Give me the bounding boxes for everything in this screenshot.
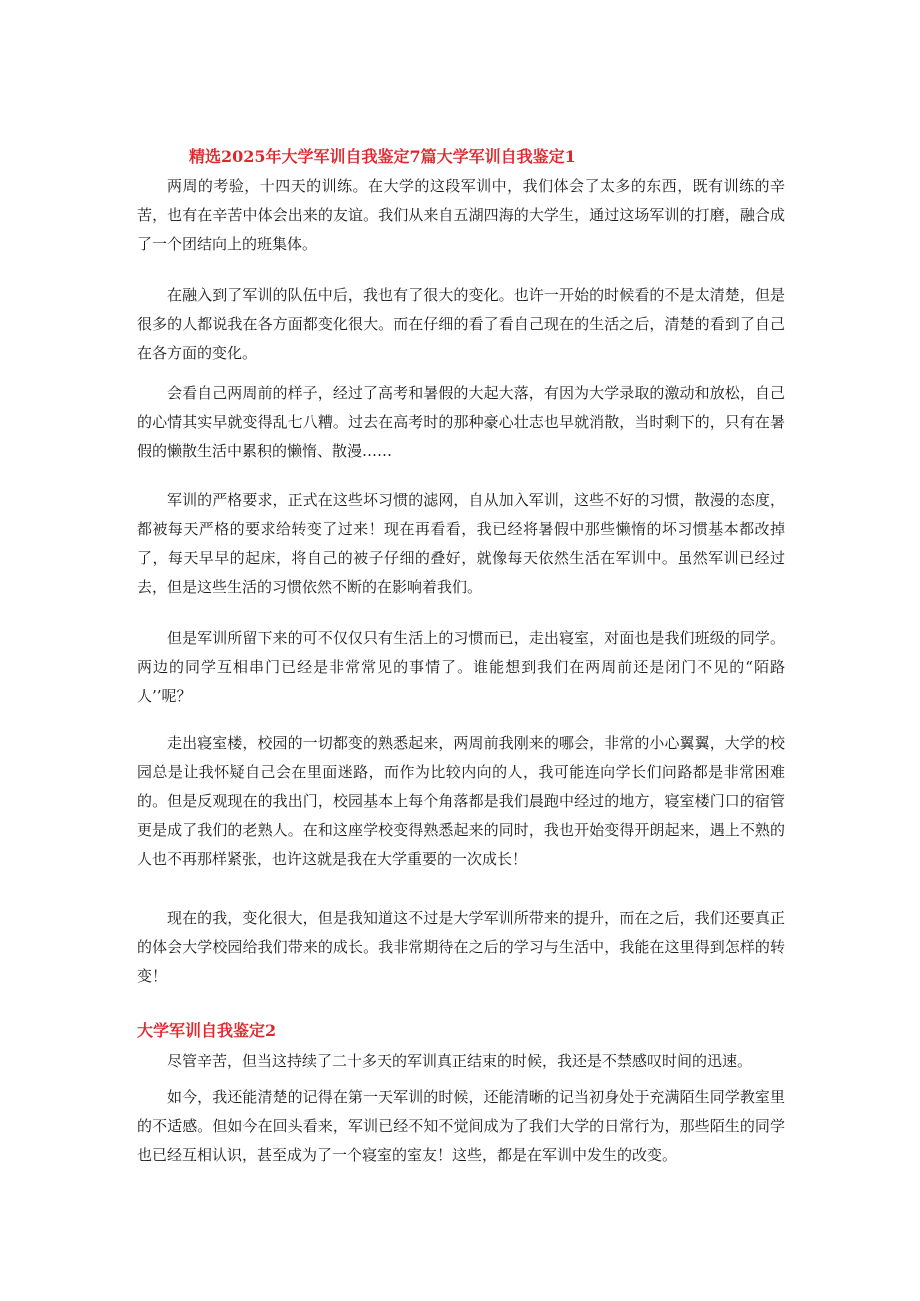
paragraph: 现在的我，变化很大，但是我知道这不过是大学军训所带来的提升，而在之后，我们还要真正的体会大学校园给我们带来的成长。我非常期待在之后的学习与生活中，我能在这里得到怎样的转变！ [137,909,785,985]
paragraph: 在融入到了军训的队伍中后，我也有了很大的变化。也许一开始的时候看的不是太清楚，但是很多的人都说我在各方面都变化很大。而在仔细的看了看自己现在的生活之后，清楚的看到了自己在各方面的变化。 [137,286,785,362]
paragraph: 军训的严格要求，正式在这些坏习惯的滤网，自从加入军训，这些不好的习惯，散漫的态度，都被每天严格的要求给转变了过来！现在再看看，我已经将暑假中那些懒惰的坏习惯基本都改掉了，每天早早的起床，将自己的被子仔细的叠好，就像每天依然生活在军训中。虽然军训已经过去，但是这些生活的习惯依然不断的在影响着我们。 [137,491,785,596]
paragraph: 尽管辛苦，但当这持续了二十多天的军训真正结束的时候，我还是不禁感叹时间的迅速。 [167,1052,753,1070]
paragraph: 两周的考验，十四天的训练。在大学的这段军训中，我们体会了太多的东西，既有训练的辛苦，也有在辛苦中体会出来的友谊。我们从来自五湖四海的大学生，通过这场军训的打磨，融合成了一个团结向上的班集体。 [137,177,785,253]
paragraph: 如今，我还能清楚的记得在第一天军训的时候，还能清晰的记当初身处于充满陌生同学教室里的不适感。但如今在回头看来，军训已经不知不觉间成为了我们大学的日常行为，那些陌生的同学也已经互相认识，甚至成为了一个寝室的室友！这些，都是在军训中发生的改变。 [137,1088,785,1164]
paragraph: 走出寝室楼，校园的一切都变的熟悉起来，两周前我刚来的哪会，非常的小心翼翼，大学的校园总是让我怀疑自己会在里面迷路，而作为比较内向的人，我可能连向学长们问路都是非常困难的。但是反观现在的我出门，校园基本上每个角落都是我们晨跑中经过的地方，寝室楼门口的宿管更是成了我们的老熟人。在和这座学校变得熟悉起来的同时，我也开始变得开朗起来，遇上不熟的人也不再那样紧张，也许这就是我在大学重要的一次成长！ [137,734,785,868]
paragraph: 但是军训所留下来的可不仅仅只有生活上的习惯而已，走出寝室，对面也是我们班级的同学。两边的同学互相串门已经是非常常见的事情了。谁能想到我们在两周前还是闭门不见的“陌路人’’呢？ [137,629,785,705]
paragraph: 会看自己两周前的样子，经过了高考和暑假的大起大落，有因为大学录取的激动和放松，自己的心情其实早就变得乱七八糟。过去在高考时的那种豪心壮志也早就消散，当时剩下的，只有在暑假的懒散生活中累积的懒惰、散漫…… [137,384,785,460]
section-1-title: 精选2025年大学军训自我鉴定7篇大学军训自我鉴定1 [189,147,576,166]
section-2-title: 大学军训自我鉴定2 [137,1021,277,1040]
